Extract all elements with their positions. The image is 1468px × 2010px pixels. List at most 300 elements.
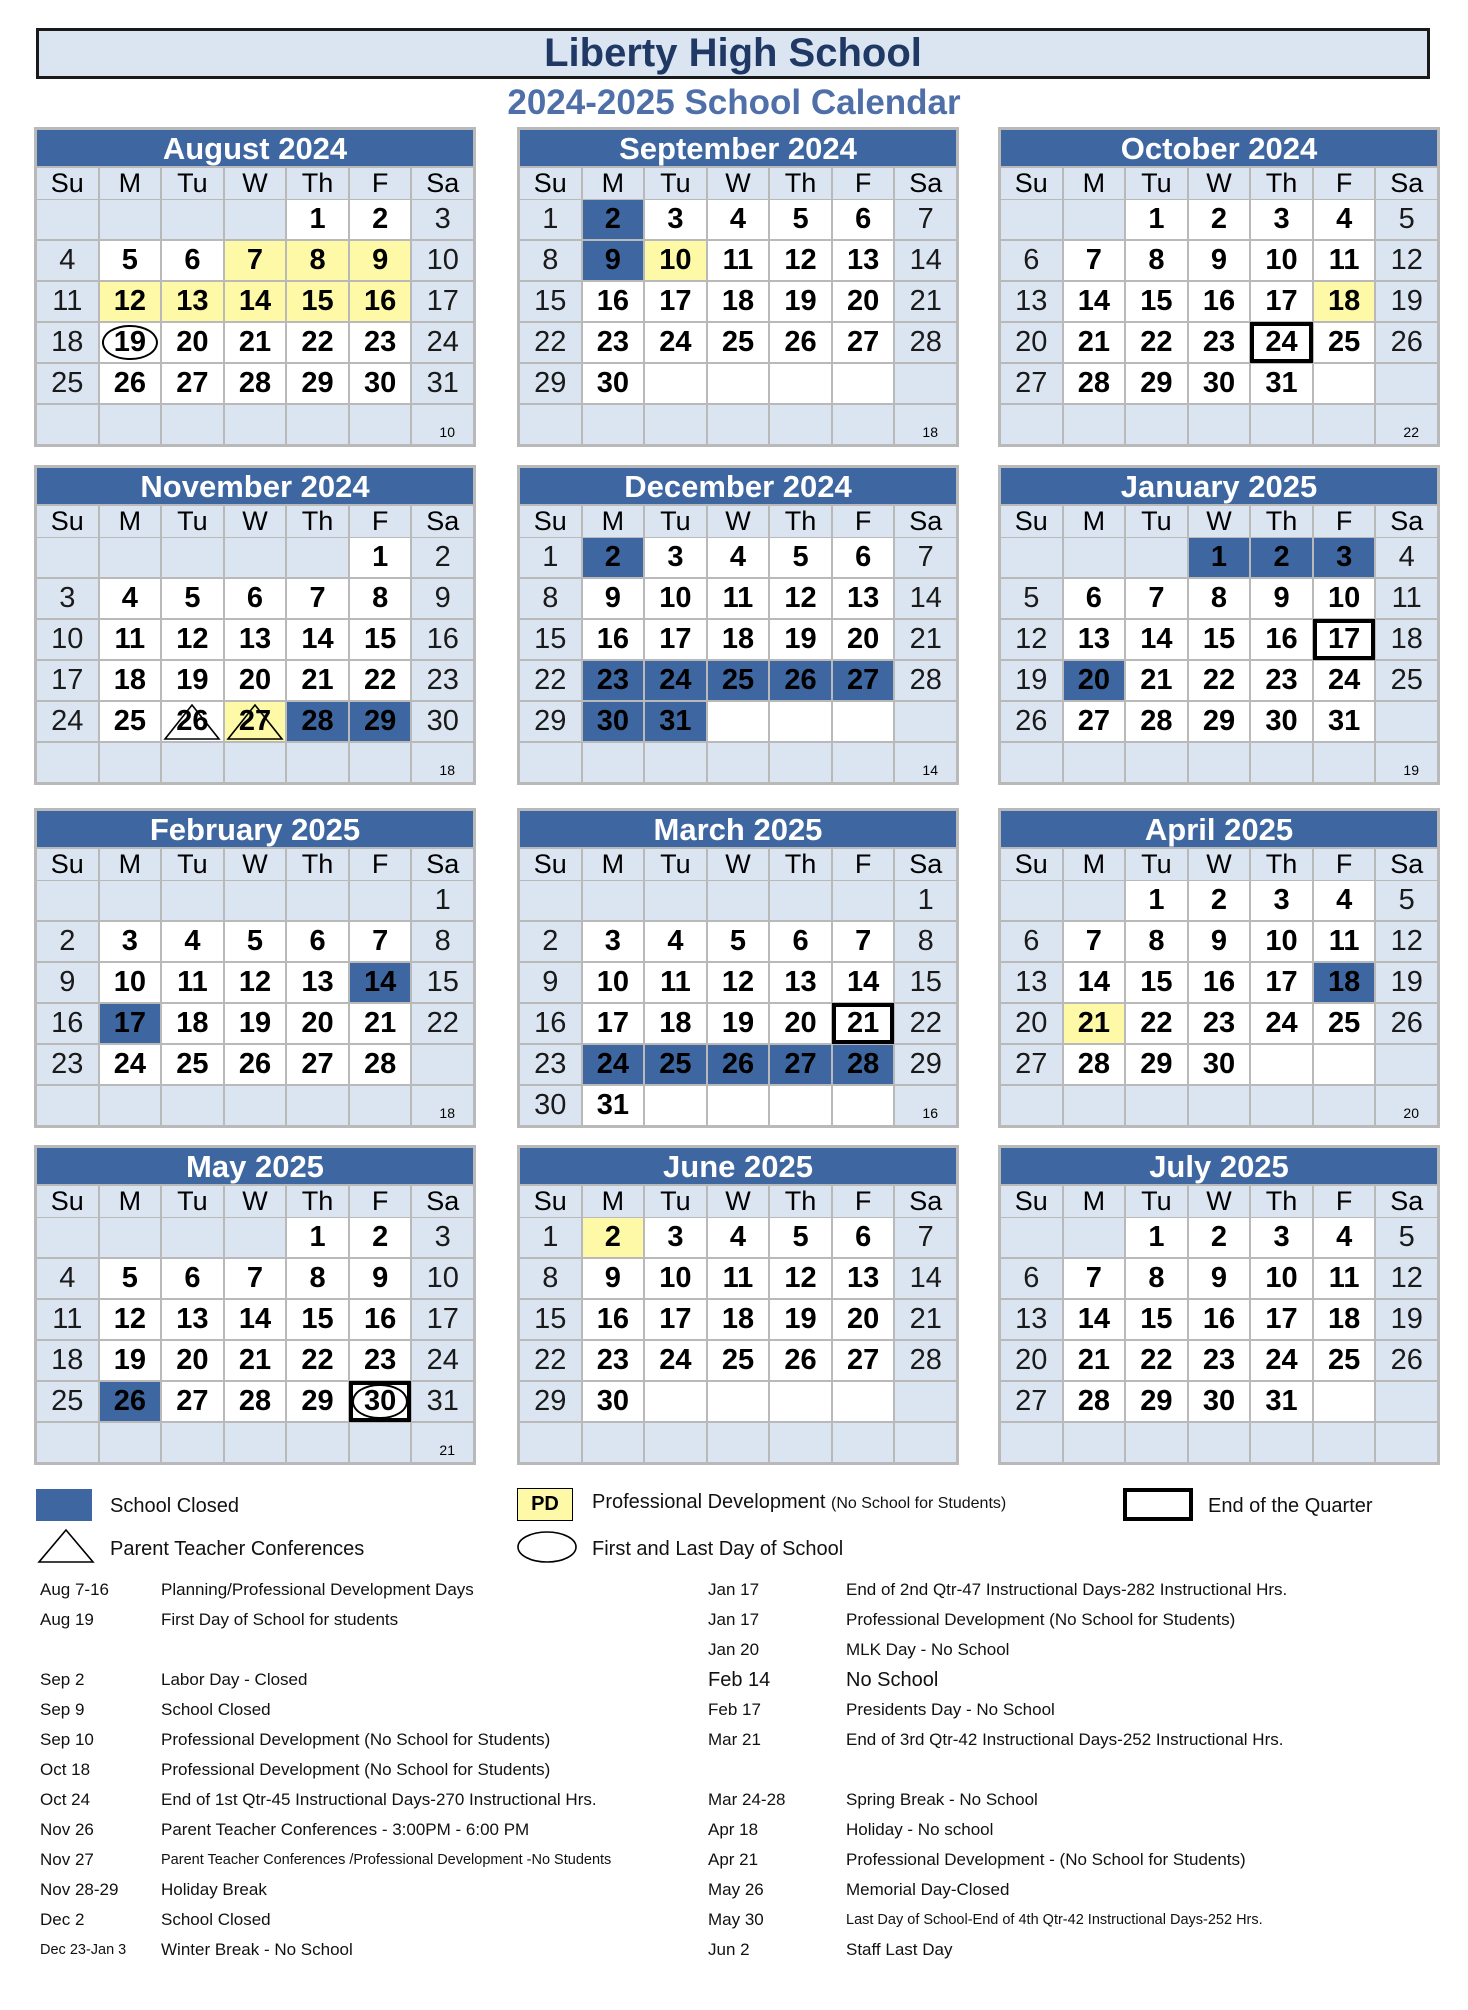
day-cell: [162, 661, 223, 700]
empty-cell: [1251, 405, 1312, 444]
weekday-label: Tu: [162, 506, 223, 537]
day-number: 20: [1077, 664, 1110, 696]
empty-cell: [1126, 405, 1187, 444]
day-number: 22: [534, 664, 567, 696]
day-number: 22: [534, 326, 567, 358]
month-march-2025: [517, 808, 959, 1128]
day-number: 14: [1077, 285, 1110, 317]
empty-cell: [520, 881, 581, 920]
day-cell: [1001, 1045, 1062, 1084]
day-cell: [520, 579, 581, 618]
day-number: 3: [434, 1221, 451, 1253]
day-number: 10: [426, 244, 459, 276]
month-october-2024: [998, 127, 1440, 447]
weekday-label: Sa: [412, 168, 473, 199]
weekday-label: Th: [287, 1186, 348, 1217]
day-number: 19: [1390, 1303, 1423, 1335]
day-number: 26: [784, 326, 817, 358]
day-cell: [1189, 282, 1250, 321]
event-date: Nov 26: [40, 1820, 94, 1839]
day-number: 3: [667, 203, 684, 235]
event-description: School Closed: [161, 1910, 271, 1929]
month-title: July 2025: [1001, 1148, 1437, 1184]
day-number: 28: [364, 1048, 397, 1080]
day-cell: [1126, 1341, 1187, 1380]
day-number: 27: [847, 326, 880, 358]
day-number: 17: [659, 1303, 692, 1335]
day-number: 24: [1265, 1344, 1298, 1376]
day-cell: [100, 661, 161, 700]
day-number: 1: [434, 884, 451, 916]
day-number: 22: [1140, 1344, 1173, 1376]
day-cell: [520, 323, 581, 362]
day-number: 1: [542, 1221, 559, 1253]
day-cell: [1189, 579, 1250, 618]
weekday-label: Tu: [645, 168, 706, 199]
day-number: 10: [659, 582, 692, 614]
day-number: 8: [542, 582, 559, 614]
day-cell: [833, 200, 894, 239]
weekday-label: Su: [1001, 506, 1062, 537]
instructional-day-count: 16: [895, 1086, 956, 1125]
day-number: 27: [176, 1385, 209, 1417]
weekday-label: Tu: [1126, 506, 1187, 537]
weekday-header-row: [37, 849, 473, 879]
day-number: 9: [604, 1262, 621, 1294]
day-number: 2: [604, 203, 621, 235]
empty-cell: [100, 1423, 161, 1462]
weekday-label: W: [708, 506, 769, 537]
day-number: 27: [784, 1048, 817, 1080]
day-cell: [1189, 1004, 1250, 1043]
day-cell: [1314, 1300, 1375, 1339]
day-number: 6: [1023, 244, 1040, 276]
day-number: 21: [1077, 326, 1110, 358]
day-cell: [1126, 1004, 1187, 1043]
day-cell: [37, 702, 98, 741]
day-number: 17: [51, 664, 84, 696]
empty-cell: [37, 1218, 98, 1257]
day-number: 15: [1140, 1303, 1173, 1335]
day-number: 14: [301, 623, 334, 655]
day-cell: [895, 1218, 956, 1257]
day-cell: [287, 282, 348, 321]
day-cell: [1126, 1045, 1187, 1084]
empty-cell: [1126, 743, 1187, 782]
month-february-2025: [34, 808, 476, 1128]
day-number: 27: [1015, 1385, 1048, 1417]
empty-cell: [833, 1382, 894, 1421]
day-number: 24: [659, 1344, 692, 1376]
empty-cell: [833, 881, 894, 920]
day-cell: [1314, 1218, 1375, 1257]
empty-cell: [225, 743, 286, 782]
empty-cell: [162, 881, 223, 920]
empty-cell: [1064, 1086, 1125, 1125]
day-cell: [350, 922, 411, 961]
day-number: 27: [1015, 367, 1048, 399]
day-number: 11: [1328, 244, 1360, 276]
weekday-label: Su: [37, 506, 98, 537]
day-number: 21: [301, 664, 334, 696]
day-number: 9: [1210, 244, 1228, 276]
day-number: 19: [176, 664, 209, 696]
weekday-label: F: [833, 849, 894, 880]
day-cell: [1189, 241, 1250, 280]
weekday-header-row: [1001, 1186, 1437, 1216]
day-number: 19: [784, 285, 817, 317]
day-cell: [1189, 1341, 1250, 1380]
empty-cell: [287, 881, 348, 920]
day-number: 17: [113, 1007, 146, 1039]
day-number: 23: [426, 664, 459, 696]
day-number: 30: [1202, 367, 1236, 399]
day-number: 1: [917, 884, 934, 916]
day-number: 13: [847, 1262, 880, 1294]
day-cell: [1251, 881, 1312, 920]
day-number: 28: [238, 367, 272, 399]
legend-ptc-label: Parent Teacher Conferences: [110, 1538, 365, 1560]
day-number: 31: [1328, 705, 1361, 737]
day-number: 21: [238, 326, 272, 358]
empty-cell: [1189, 405, 1250, 444]
day-number: 25: [721, 1344, 755, 1376]
empty-cell: [708, 881, 769, 920]
day-cell: [770, 1004, 831, 1043]
weekday-label: Su: [520, 506, 581, 537]
day-number: 26: [1390, 1344, 1423, 1376]
day-number: 31: [1265, 367, 1298, 399]
day-cell: [1064, 1045, 1125, 1084]
weekday-label: Th: [770, 168, 831, 199]
weekday-label: Th: [1251, 1186, 1312, 1217]
day-cell: [833, 620, 894, 659]
day-number: 23: [364, 1344, 397, 1376]
day-cell: [37, 963, 98, 1002]
day-cell: [350, 702, 411, 741]
month-august-2024: [34, 127, 476, 447]
day-number: 11: [722, 1262, 754, 1294]
day-cell: [1001, 1300, 1062, 1339]
day-cell: [770, 620, 831, 659]
weekday-label: M: [583, 1186, 644, 1217]
triangle-icon: [36, 1527, 96, 1565]
day-cell: [583, 1218, 644, 1257]
day-number: 1: [309, 1221, 326, 1253]
day-cell: [100, 702, 161, 741]
empty-cell: [1314, 743, 1375, 782]
day-number: 18: [1328, 966, 1361, 998]
day-cell: [1314, 282, 1375, 321]
event-date: Mar 21: [708, 1730, 761, 1749]
empty-cell: [287, 405, 348, 444]
day-number: 15: [364, 623, 397, 655]
day-cell: [895, 1004, 956, 1043]
weekday-label: M: [1064, 849, 1125, 880]
month-title: June 2025: [520, 1148, 956, 1184]
day-cell: [833, 538, 894, 577]
day-number: 7: [917, 541, 934, 573]
day-cell: [708, 200, 769, 239]
day-cell: [350, 1382, 411, 1421]
weekday-label: F: [833, 168, 894, 199]
day-cell: [412, 200, 473, 239]
instructional-day-count: 22: [1376, 405, 1437, 444]
day-cell: [1064, 1341, 1125, 1380]
day-cell: [895, 922, 956, 961]
day-number: 15: [1202, 623, 1236, 655]
weekday-label: F: [350, 168, 411, 199]
weekday-label: Tu: [1126, 849, 1187, 880]
day-number: 30: [364, 367, 397, 399]
day-cell: [645, 579, 706, 618]
day-number: 27: [1077, 705, 1110, 737]
day-number: 20: [301, 1007, 334, 1039]
day-number: 26: [113, 1385, 146, 1417]
day-cell: [583, 661, 644, 700]
empty-cell: [162, 200, 223, 239]
day-number: 26: [721, 1048, 755, 1080]
day-cell: [350, 579, 411, 618]
instructional-day-count: 18: [412, 743, 473, 782]
day-cell: [1064, 1004, 1125, 1043]
day-cell: [520, 922, 581, 961]
day-number: 20: [847, 1303, 880, 1335]
day-number: 28: [238, 1385, 272, 1417]
day-number: 2: [1273, 541, 1290, 573]
day-cell: [1314, 538, 1375, 577]
day-number: 17: [1265, 285, 1298, 317]
day-cell: [645, 241, 706, 280]
day-number: 29: [301, 367, 334, 399]
empty-cell: [520, 743, 581, 782]
day-number: 15: [534, 1303, 567, 1335]
day-cell: [287, 1259, 348, 1298]
day-cell: [895, 1259, 956, 1298]
day-number: 18: [721, 623, 755, 655]
day-cell: [770, 200, 831, 239]
day-number: 18: [176, 1007, 209, 1039]
day-number: 7: [309, 582, 326, 614]
event-date: Nov 27: [40, 1850, 94, 1869]
day-number: 1: [542, 203, 559, 235]
empty-cell: [100, 200, 161, 239]
event-description: Winter Break - No School: [161, 1940, 353, 1959]
weekday-label: Sa: [412, 849, 473, 880]
day-number: 8: [917, 925, 934, 957]
day-cell: [1189, 1045, 1250, 1084]
day-cell: [770, 579, 831, 618]
day-number: 22: [1140, 326, 1173, 358]
weekday-label: Sa: [1376, 849, 1437, 880]
day-number: 15: [426, 966, 459, 998]
empty-cell: [162, 1086, 223, 1125]
day-cell: [520, 1004, 581, 1043]
day-number: 17: [659, 285, 692, 317]
day-number: 11: [660, 966, 691, 998]
weekday-label: W: [225, 506, 286, 537]
event-date: Feb 14: [708, 1669, 771, 1691]
day-cell: [100, 1300, 161, 1339]
day-cell: [1251, 538, 1312, 577]
month-june-2025: [517, 1145, 959, 1465]
day-cell: [645, 702, 706, 741]
day-number: 13: [847, 582, 880, 614]
day-cell: [1189, 538, 1250, 577]
empty-cell: [37, 743, 98, 782]
weekday-label: Su: [1001, 1186, 1062, 1217]
day-number: 10: [659, 244, 692, 276]
day-cell: [162, 620, 223, 659]
day-number: 13: [847, 244, 880, 276]
empty-cell: [833, 364, 894, 403]
weekday-label: Su: [37, 168, 98, 199]
month-title: December 2024: [520, 468, 956, 504]
day-cell: [287, 323, 348, 362]
day-number: 21: [1077, 1344, 1110, 1376]
month-title: March 2025: [520, 811, 956, 847]
weekday-label: F: [833, 506, 894, 537]
day-number: 25: [51, 367, 84, 399]
day-cell: [37, 282, 98, 321]
day-cell: [770, 1259, 831, 1298]
day-cell: [350, 1218, 411, 1257]
day-number: 20: [176, 1344, 209, 1376]
empty-cell: [833, 702, 894, 741]
day-number: 8: [309, 244, 326, 276]
day-cell: [350, 282, 411, 321]
day-number: 15: [909, 966, 942, 998]
day-cell: [1001, 364, 1062, 403]
day-cell: [1376, 620, 1437, 659]
day-number: 31: [426, 1385, 459, 1417]
empty-cell: [100, 743, 161, 782]
empty-cell: [1376, 1045, 1437, 1084]
month-title: October 2024: [1001, 130, 1437, 166]
day-number: 19: [784, 623, 817, 655]
day-cell: [412, 282, 473, 321]
day-number: 4: [667, 925, 684, 957]
day-cell: [225, 1382, 286, 1421]
empty-cell: [770, 1382, 831, 1421]
day-number: 1: [542, 541, 559, 573]
day-cell: [350, 1259, 411, 1298]
empty-cell: [225, 881, 286, 920]
empty-cell: [645, 1086, 706, 1125]
weekday-label: Th: [287, 168, 348, 199]
day-number: 14: [1140, 623, 1173, 655]
day-number: 9: [59, 966, 76, 998]
day-cell: [100, 1382, 161, 1421]
day-number: 14: [364, 966, 397, 998]
day-cell: [1001, 1382, 1062, 1421]
day-cell: [708, 323, 769, 362]
day-cell: [833, 579, 894, 618]
empty-cell: [770, 702, 831, 741]
empty-cell: [1189, 743, 1250, 782]
day-cell: [520, 1045, 581, 1084]
day-number: 2: [1210, 1221, 1228, 1253]
day-cell: [708, 1045, 769, 1084]
event-date: May 26: [708, 1880, 764, 1899]
day-cell: [583, 1382, 644, 1421]
day-cell: [287, 1382, 348, 1421]
instructional-day-count: 10: [412, 405, 473, 444]
day-number: 4: [184, 925, 201, 957]
event-description: Spring Break - No School: [846, 1790, 1038, 1809]
day-cell: [225, 702, 286, 741]
empty-cell: [1376, 364, 1437, 403]
day-cell: [645, 620, 706, 659]
day-grid: [1001, 200, 1437, 444]
day-cell: [1064, 282, 1125, 321]
day-number: 11: [722, 244, 754, 276]
day-number: 17: [596, 1007, 629, 1039]
day-cell: [645, 1341, 706, 1380]
day-cell: [350, 323, 411, 362]
day-number: 1: [309, 203, 326, 235]
weekday-label: W: [708, 168, 769, 199]
day-number: 18: [51, 326, 84, 358]
day-number: 16: [1202, 1303, 1236, 1335]
pd-badge-text: PD: [531, 1493, 559, 1515]
day-cell: [225, 1341, 286, 1380]
day-cell: [583, 1341, 644, 1380]
day-number: 16: [364, 285, 397, 317]
day-cell: [1251, 1218, 1312, 1257]
day-cell: [1001, 922, 1062, 961]
empty-cell: [1001, 200, 1062, 239]
day-cell: [1001, 241, 1062, 280]
day-number: 25: [721, 326, 755, 358]
day-cell: [708, 1341, 769, 1380]
day-cell: [287, 620, 348, 659]
empty-cell: [1314, 1423, 1375, 1462]
day-number: 28: [1077, 1385, 1110, 1417]
day-number: 18: [721, 285, 755, 317]
day-number: 31: [659, 705, 692, 737]
day-number: 23: [596, 326, 629, 358]
month-april-2025: [998, 808, 1440, 1128]
day-number: 7: [1148, 582, 1165, 614]
day-cell: [1126, 323, 1187, 362]
day-cell: [708, 922, 769, 961]
empty-cell: [645, 405, 706, 444]
day-cell: [412, 1300, 473, 1339]
day-number: 6: [792, 925, 809, 957]
day-number: 8: [372, 582, 389, 614]
day-number: 13: [1015, 966, 1048, 998]
day-cell: [412, 881, 473, 920]
day-number: 22: [301, 326, 334, 358]
weekday-label: M: [100, 849, 161, 880]
weekday-header-row: [37, 506, 473, 536]
event-date: Jan 17: [708, 1610, 760, 1629]
day-number: 30: [426, 705, 459, 737]
day-number: 30: [1265, 705, 1298, 737]
day-cell: [1126, 922, 1187, 961]
day-cell: [287, 1004, 348, 1043]
day-number: 22: [534, 1344, 567, 1376]
month-title: April 2025: [1001, 811, 1437, 847]
day-cell: [37, 922, 98, 961]
event-date: Aug 7-16: [40, 1580, 109, 1599]
empty-cell: [1189, 1423, 1250, 1462]
weekday-header-row: [1001, 506, 1437, 536]
event-description: Professional Development (No School for Students): [846, 1610, 1236, 1629]
day-cell: [583, 364, 644, 403]
empty-cell: [225, 1423, 286, 1462]
